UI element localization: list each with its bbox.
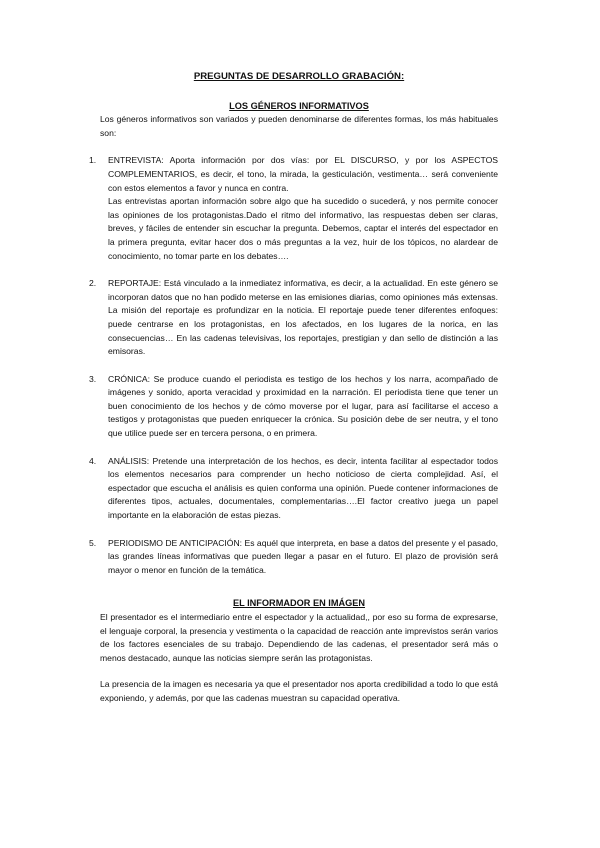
presenter-paragraph: El presentador es el intermediario entre el espectador y la actualidad,, por eso su forma de expresarse, el lenguaje corporal, la presencia y vestimenta o la capacidad de reacción ante imprevistos serán varios de los factores esenciales de su trabajo. Dependiendo de las cadenas, el presentador será más o menos destacado, aunque las noticias siempre serán las protagonistas.: [100, 612, 498, 663]
section-heading-informador: EL INFORMADOR EN IMÁGEN: [232, 598, 366, 609]
section-heading-generos: LOS GÉNEROS INFORMATIVOS: [229, 100, 369, 111]
item-text: PERIODISMO DE ANTICIPACIÓN: Es aquél que interpreta, en base a datos del presente y el pasado, las grandes líneas informativas que pueden llegar a pasar en el futuro. El plazo de provisión será mayor o menor en función de la temática.: [108, 537, 498, 575]
list-item-reportaje: [89, 277, 498, 359]
genres-list: [89, 154, 498, 577]
list-item-anticipacion: [89, 537, 498, 578]
image-paragraph: La presencia de la imagen es necesaria ya que el presentador nos aporta credibilidad a todo lo que está exponiendo, y además, por que las cadenas muestran su capacidad operativa.: [100, 679, 498, 703]
document-title: PREGUNTAS DE DESARROLLO GRABACIÓN:: [193, 71, 405, 82]
list-number: 5.: [89, 537, 97, 548]
list-number: 4.: [89, 455, 97, 466]
item-text: ENTREVISTA: Aporta información por dos vías: por EL DISCURSO, y por los ASPECTOS COMPLEMENTARIOS, es decir, el tono, la mirada, la gesticulación, vestimenta… será conveniente con estos elementos a favor y nunca en contra.: [108, 155, 498, 193]
intro-paragraph: Los géneros informativos son variados y pueden denominarse de diferentes formas, los más habituales son:: [100, 114, 498, 138]
item-text: Las entrevistas aportan información sobre algo que ha sucedido o sucederá, y nos permite conocer las opiniones de los protagonistas.Dado el ritmo del informativo, las respuestas deben ser claras, breves, y fáciles de entender sin escuchar la pregunta. Debemos, captar el interés del espectador en la primera pregunta, evitar hacer dos o más preguntas a la vez, huir de los tópicos, no alardear de conocimiento, no tomar parte en los debates….: [108, 196, 498, 261]
list-number: 1.: [89, 155, 97, 166]
list-number: 3.: [89, 373, 97, 384]
item-text: ANÁLISIS: Pretende una interpretación de los hechos, es decir, intenta facilitar al espectador todos los elementos necesarios para comprender un hecho noticioso de cierta complejidad. Así, el espectador que escucha el análisis es quien conforma una opinión. Puede contener informaciones de diferentes tipos, actuales, documentales, complementarias….El factor creativo juega un papel importante en la elaboración de estas piezas.: [108, 455, 498, 521]
list-item-analisis: [89, 455, 498, 523]
list-number: 2.: [89, 278, 97, 289]
item-text: REPORTAJE: Está vinculado a la inmediatez informativa, es decir, a la actualidad. En este género se incorporan datos que no han podido meterse en las emisiones diarias, como opiniones más extensas. La misión del reportaje es profundizar en la noticia. El reportaje puede tener diferentes enfoques: puede centrarse en los protagonistas, en los afectados, en los lugares de la norica, en las consecuencias… En las cadenas televisivas, los reportajes, prestigian y dan sello de distinción a las emisoras.: [108, 278, 498, 357]
list-item-cronica: [89, 373, 498, 441]
document-page: [89, 70, 498, 706]
list-item-entrevista: [89, 154, 498, 263]
item-text: CRÓNICA: Se produce cuando el periodista es testigo de los hechos y los narra, acompañado de imágenes y sonido, aporta veracidad y proximidad en la narración. El periodista tiene que tener un buen conocimiento de los hechos y de cómo moverse por el lugar, para así facilitarse el acceso a testigos y protagonistas que pueden enriquecer la crónica. Su posición debe de ser neutra, y el tono que utilice puede ser en tercera persona, o en primera.: [108, 373, 498, 439]
